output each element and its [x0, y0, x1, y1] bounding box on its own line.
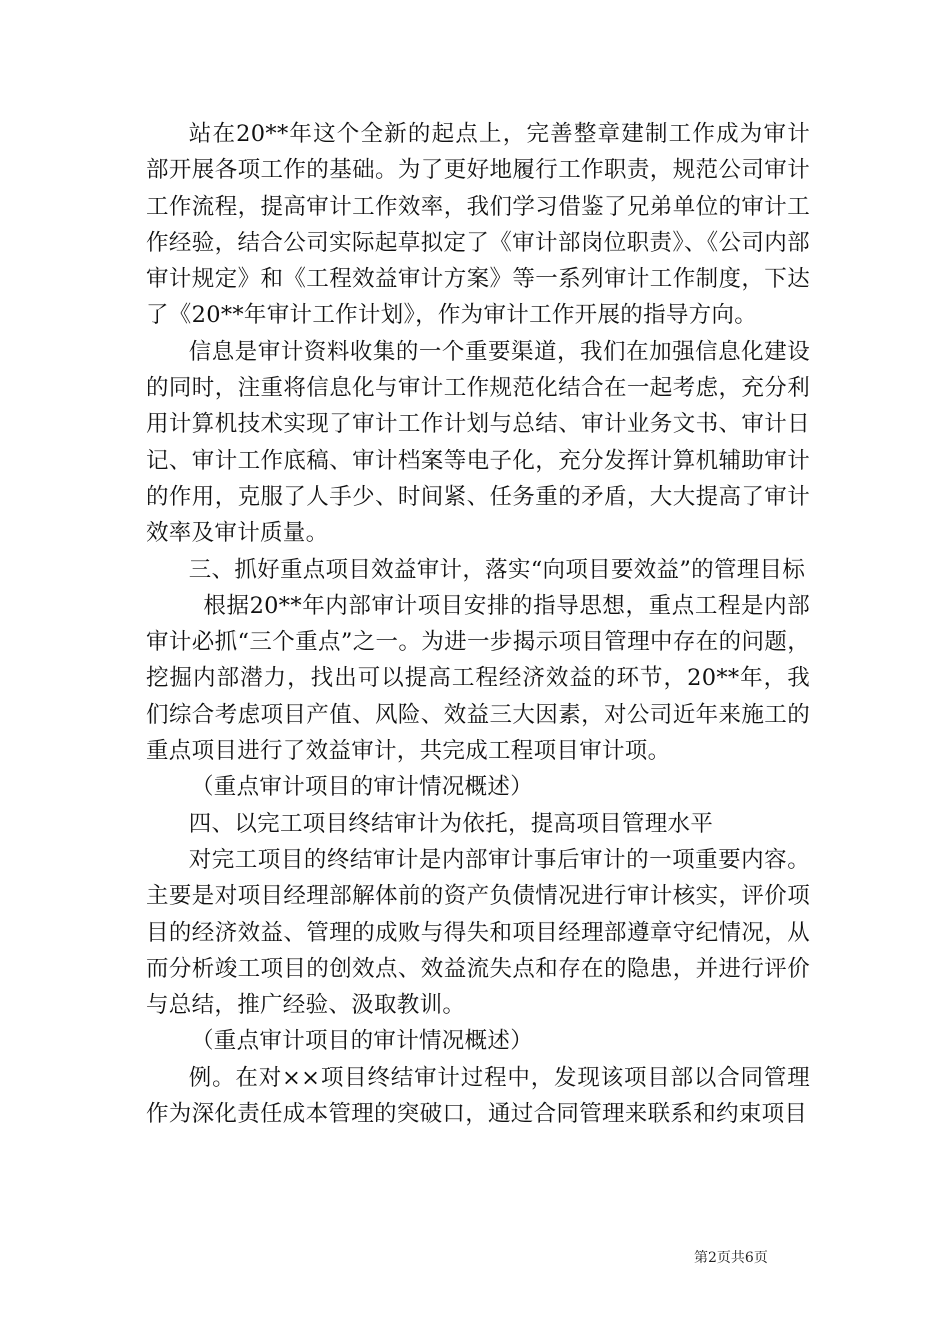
paragraph-example: 例。在对××项目终结审计过程中，发现该项目部以合同管理作为深化责任成本管理的突破口，通过合同管理来联系和约束项目: [146, 1064, 810, 1128]
section-heading-4: 四、以完工项目终结审计为依托，提高项目管理水平: [188, 810, 714, 837]
paragraph-regulations: 站在20**年这个全新的起点上，完善整章建制工作成为审计部开展各项工作的基础。为了更好地履行工作职责，规范公司审计工作流程，提高审计工作效率，我们学习借鉴了兄弟单位的审计工作经验，结合公司实际起草拟定了《审计部岗位职责》、《公司内部审计规定》和《工程效益审计方案》等一系列审计工作制度，下达了《20**年审计工作计划》，作为审计工作开展的指导方向。: [146, 121, 810, 329]
page-number-footer: 第2页共6页: [694, 1250, 768, 1266]
section-heading-3: 三、抓好重点项目效益审计，落实“向项目要效益”的管理目标: [188, 556, 806, 583]
paragraph-key-projects: 根据20**年内部审计项目安排的指导思想，重点工程是内部审计必抓“三个重点”之一。为进一步揭示项目管理中存在的问题，挖掘内部潜力，找出可以提高工程经济效益的环节，20**年，我们综合考虑项目产值、风险、效益三大因素，对公司近年来施工的重点项目进行了效益审计，共完成工程项目审计项。: [146, 592, 810, 765]
paragraph-completion-audit: 对完工项目的终结审计是内部审计事后审计的一项重要内容。主要是对项目经理部解体前的资产负债情况进行审计核实，评价项目的经济效益、管理的成败与得失和项目经理部遵章守纪情况，从而分析竣工项目的创效点、效益流失点和存在的隐患，并进行评价与总结，推广经验、汲取教训。: [146, 846, 810, 1019]
paragraph-overview-note-1: （重点审计项目的审计情况概述）: [191, 774, 534, 801]
paragraph-overview-note-2: （重点审计项目的审计情况概述）: [191, 1028, 534, 1055]
document-body: [146, 116, 810, 1132]
paragraph-informatization: 信息是审计资料收集的一个重要渠道，我们在加强信息化建设的同时，注重将信息化与审计工作规范化结合在一起考虑，充分利用计算机技术实现了审计工作计划与总结、审计业务文书、审计日记、审计工作底稿、审计档案等电子化，充分发挥计算机辅助审计的作用，克服了人手少、时间紧、任务重的矛盾，大大提高了审计效率及审计质量。: [146, 338, 810, 547]
